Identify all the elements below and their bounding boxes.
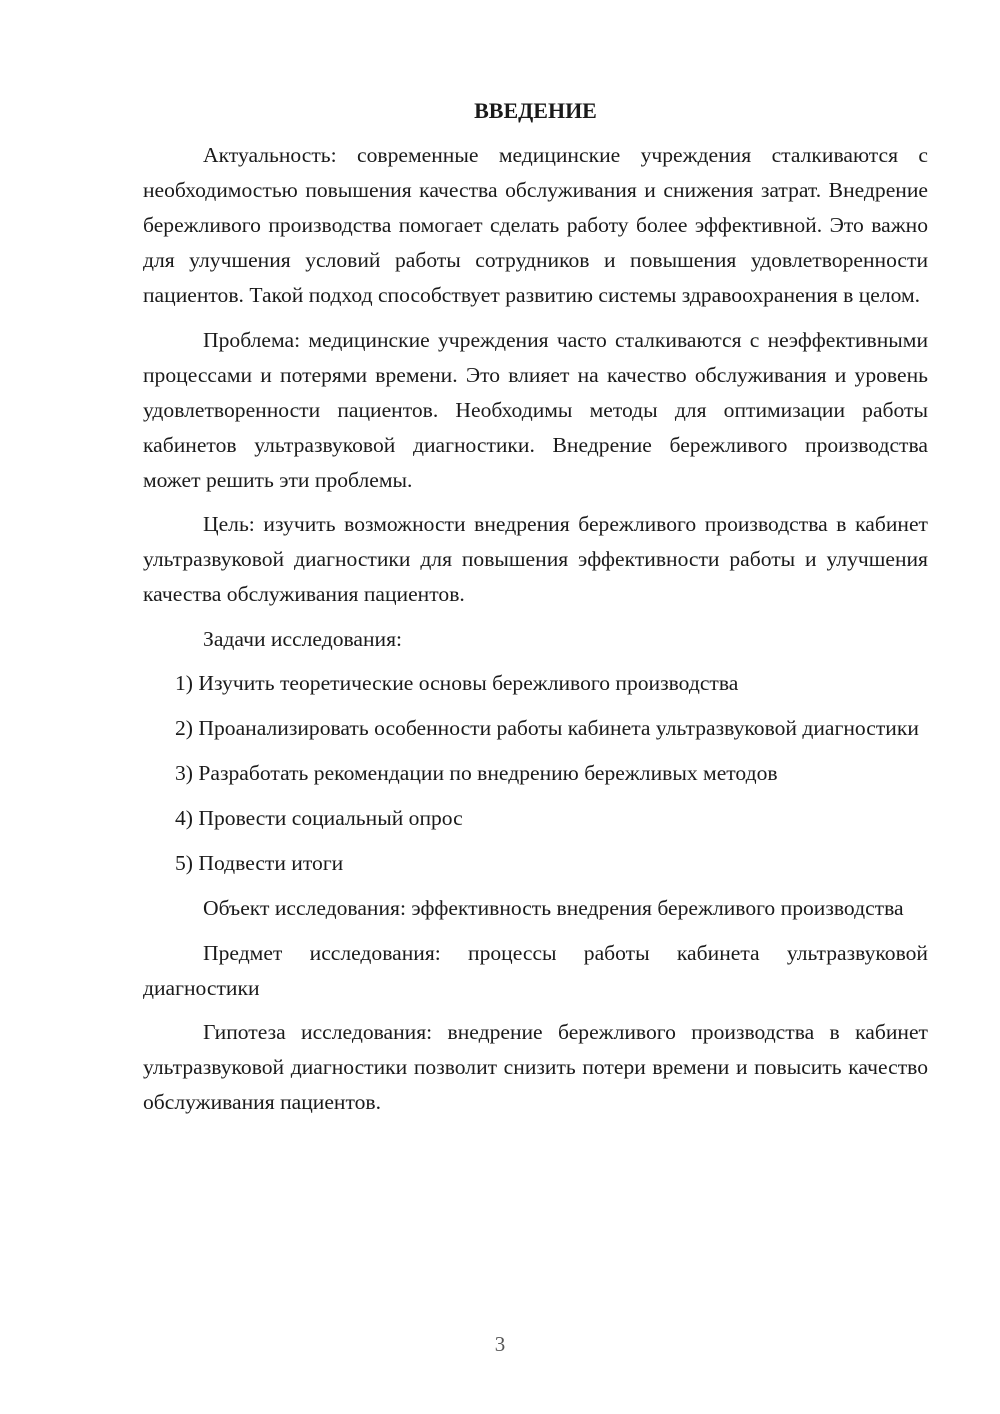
page-title: ВВЕДЕНИЕ [474, 98, 597, 123]
problem-paragraph: Проблема: медицинские учреждения часто сталкиваются с неэффективными процессами и потерями времени. Это влияет на качество обслуживания и уровень удовлетворенности пациентов. Необходимы методы для оптимизации работы кабинетов ультразвуковой диагностики. Внедрение бережливого производства может решить эти проблемы. [143, 327, 928, 492]
tasks-list [143, 666, 928, 881]
hypothesis-paragraph: Гипотеза исследования: внедрение бережливого производства в кабинет ультразвуковой диагностики позволит снизить потери времени и повысить качество обслуживания пациентов. [143, 1020, 928, 1114]
list-item: 3) Разработать рекомендации по внедрению бережливых методов [175, 761, 778, 785]
goal-paragraph: Цель: изучить возможности внедрения бережливого производства в кабинет ультразвуковой диагностики для повышения эффективности работы и улучшения качества обслуживания пациентов. [143, 512, 928, 606]
list-item: 1) Изучить теоретические основы бережливого производства [175, 671, 739, 695]
list-item: 4) Провести социальный опрос [175, 806, 463, 830]
tasks-title: Задачи исследования: [203, 626, 403, 651]
page-number: 3 [494, 1332, 506, 1356]
list-item: 5) Подвести итоги [175, 851, 344, 875]
object-paragraph: Объект исследования: эффективность внедрения бережливого производства [203, 896, 904, 920]
document-page [143, 93, 928, 1130]
list-item: 2) Проанализировать особенности работы кабинета ультразвуковой диагностики [175, 716, 919, 740]
relevance-paragraph: Актуальность: современные медицинские учреждения сталкиваются с необходимостью повышения качества обслуживания и снижения затрат. Внедрение бережливого производства помогает сделать работу более эффективной. Это важно для улучшения условий работы сотрудников и повышения удовлетворенности пациентов. Такой подход способствует развитию системы здравоохранения в целом. [143, 143, 928, 307]
subject-paragraph: Предмет исследования: процессы работы кабинета ультразвуковой диагностики [143, 940, 928, 1000]
